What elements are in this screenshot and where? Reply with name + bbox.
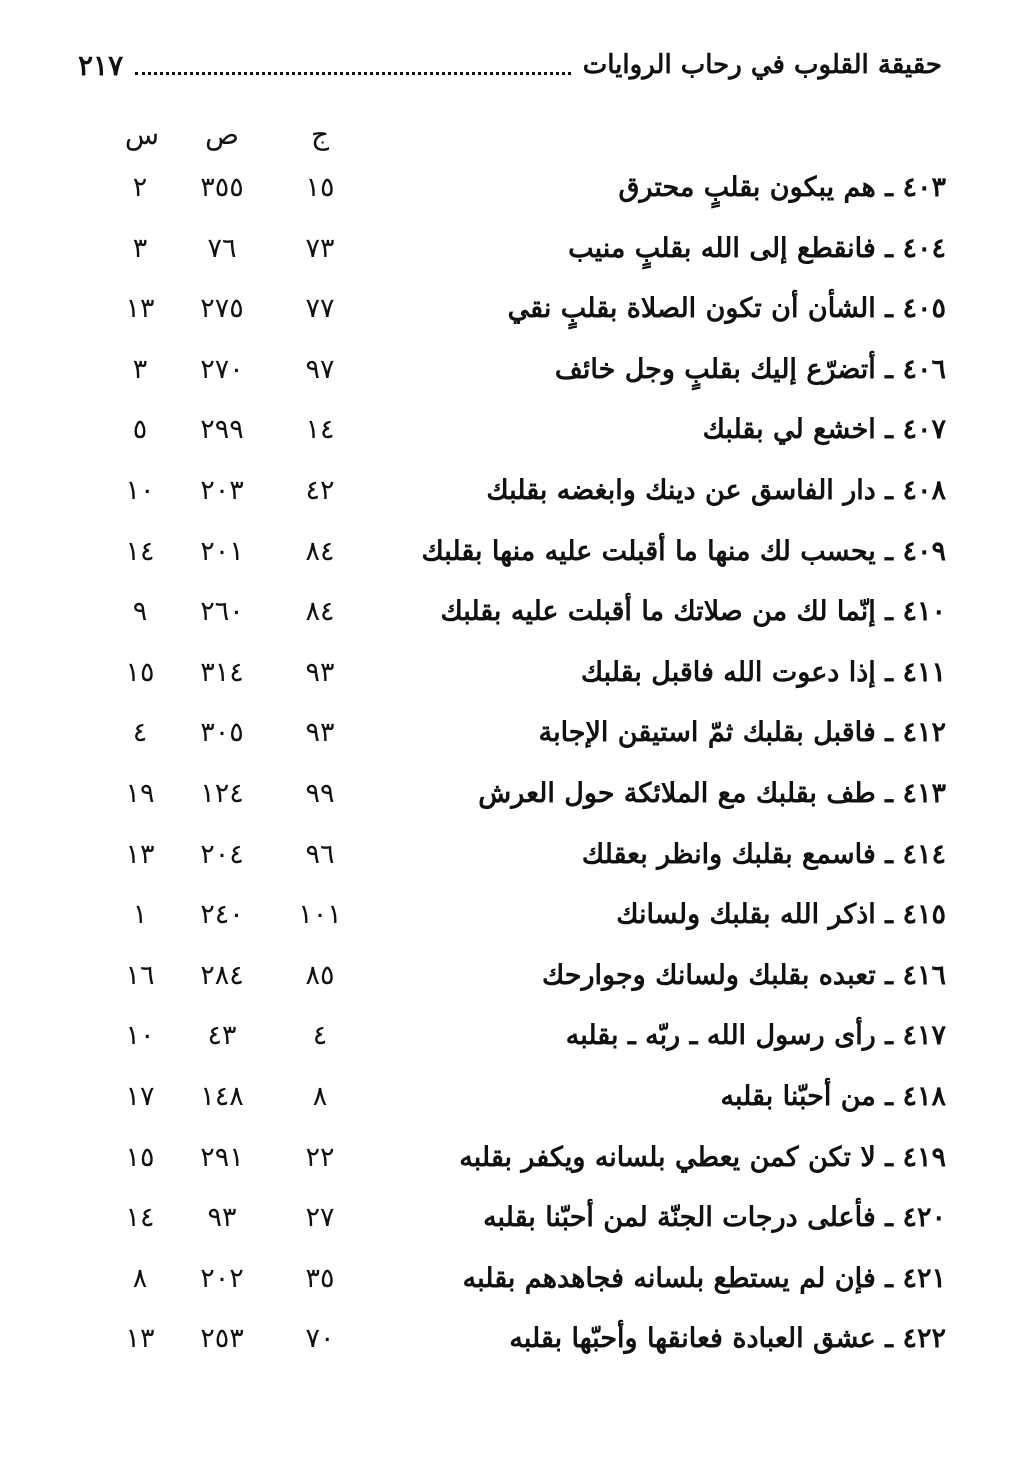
line-number: ١٦ xyxy=(125,959,155,991)
line-number: ١٠ xyxy=(125,1020,155,1052)
index-row xyxy=(0,946,1034,1006)
line-number: ٨ xyxy=(132,1262,148,1294)
line-number: ٣ xyxy=(132,353,148,385)
volume-number: ١٠١ xyxy=(298,899,342,931)
index-entry-text: ٤١٤ ـ فاسمع بقلبك وانظر بعقلك xyxy=(581,838,946,870)
page-ref-number: ١٢٤ xyxy=(200,778,244,809)
volume-number: ٧٠ xyxy=(305,1323,335,1355)
leader-dots xyxy=(135,72,571,75)
volume-number: ١٤ xyxy=(305,414,335,446)
page-ref-number: ٢٩١ xyxy=(200,1141,244,1173)
line-number: ١٠ xyxy=(125,475,155,506)
index-row xyxy=(0,764,1034,824)
volume-number: ٣٥ xyxy=(305,1262,335,1294)
line-number: ١٩ xyxy=(125,778,155,809)
line-number: ٢ xyxy=(132,172,148,203)
index-entry-text: ٤١٠ ـ إنّما لك من صلاتك ما أقبلت عليه بقلبك xyxy=(440,596,946,628)
column-header-volume: ج xyxy=(310,118,330,151)
index-row xyxy=(0,703,1034,763)
index-entry-text: ٤١٣ ـ طف بقلبك مع الملائكة حول العرش xyxy=(478,778,946,809)
volume-number: ٢٧ xyxy=(305,1202,335,1234)
book-title: حقيقة القلوب في رحاب الروايات xyxy=(582,50,942,80)
page-ref-number: ٢٠٤ xyxy=(200,838,244,870)
index-row xyxy=(0,522,1034,582)
column-header-page: ص xyxy=(205,118,239,151)
line-number: ٤ xyxy=(132,717,148,749)
index-entry-text: ٤١٦ ـ تعبده بقلبك ولسانك وجوارحك xyxy=(542,959,946,991)
volume-number: ١٥ xyxy=(305,172,335,203)
volume-number: ٧٧ xyxy=(305,293,335,325)
volume-number: ٩٣ xyxy=(305,656,335,688)
index-row xyxy=(0,1188,1034,1248)
index-entry-text: ٤٢٠ ـ فأعلى درجات الجنّة لمن أحبّنا بقلبه xyxy=(483,1202,946,1234)
index-row xyxy=(0,461,1034,521)
volume-number: ٨٤ xyxy=(305,535,335,567)
line-number: ٥ xyxy=(132,414,148,446)
volume-number: ٩٣ xyxy=(305,717,335,749)
page-ref-number: ٣١٤ xyxy=(200,656,244,688)
line-number: ١٤ xyxy=(125,1202,155,1234)
page-ref-number: ٢٧٥ xyxy=(200,293,244,325)
index-row xyxy=(0,158,1034,218)
page-ref-number: ٢٧٠ xyxy=(200,353,244,385)
index-row xyxy=(0,825,1034,885)
line-number: ١٥ xyxy=(125,1141,155,1173)
page-ref-number: ٩٣ xyxy=(207,1202,237,1234)
page-ref-number: ٢٤٠ xyxy=(200,899,244,931)
index-entry-text: ٤١٥ ـ اذكر الله بقلبك ولسانك xyxy=(616,899,946,931)
index-row xyxy=(0,400,1034,460)
page-ref-number: ٢٠١ xyxy=(200,535,244,567)
index-row xyxy=(0,219,1034,279)
page-ref-number: ٣٠٥ xyxy=(200,717,244,749)
index-entry-text: ٤٢٢ ـ عشق العبادة فعانقها وأحبّها بقلبه xyxy=(509,1323,946,1355)
index-entry-text: ٤١٢ ـ فاقبل بقلبك ثمّ استيقن الإجابة xyxy=(538,717,946,749)
page-ref-number: ٢٩٩ xyxy=(200,414,244,446)
column-header-line: س xyxy=(124,118,160,151)
line-number: ١٣ xyxy=(125,1323,155,1355)
page-ref-number: ٣٥٥ xyxy=(200,172,244,203)
line-number: ١٤ xyxy=(125,535,155,567)
index-entry-text: ٤١٩ ـ لا تكن كمن يعطي بلسانه ويكفر بقلبه xyxy=(459,1141,946,1173)
line-number: ٩ xyxy=(132,596,148,628)
volume-number: ٩٩ xyxy=(305,778,335,809)
volume-number: ٨ xyxy=(312,1081,328,1112)
page-number: ٢١٧ xyxy=(78,48,124,82)
page-ref-number: ٢٦٠ xyxy=(200,596,244,628)
line-number: ٣ xyxy=(132,232,148,264)
index-row xyxy=(0,643,1034,703)
line-number: ١٥ xyxy=(125,656,155,688)
index-row xyxy=(0,582,1034,642)
page-ref-number: ٧٦ xyxy=(207,232,237,264)
index-row xyxy=(0,1067,1034,1127)
index-entry-text: ٤٠٩ ـ يحسب لك منها ما أقبلت عليه منها بقلبك xyxy=(421,535,946,567)
index-entry-text: ٤١٨ ـ من أحبّنا بقلبه xyxy=(720,1081,946,1112)
index-entry-text: ٤٠٦ ـ أتضرّع إليك بقلبٍ وجل خائف xyxy=(554,353,946,385)
index-row xyxy=(0,1006,1034,1066)
index-row xyxy=(0,885,1034,945)
line-number: ١ xyxy=(132,899,148,931)
line-number: ١٧ xyxy=(125,1081,155,1112)
index-row xyxy=(0,1309,1034,1369)
index-row xyxy=(0,340,1034,400)
page-ref-number: ٢٨٤ xyxy=(200,959,244,991)
index-entry-text: ٤١٧ ـ رأى رسول الله ـ ربّه ـ بقلبه xyxy=(565,1020,946,1052)
index-entry-text: ٤٠٤ ـ فانقطع إلى الله بقلبٍ منيب xyxy=(568,232,946,264)
volume-number: ٤ xyxy=(312,1020,328,1052)
volume-number: ٢٢ xyxy=(305,1141,335,1173)
index-entry-text: ٤١١ ـ إذا دعوت الله فاقبل بقلبك xyxy=(580,656,946,688)
index-row xyxy=(0,1128,1034,1188)
index-entry-text: ٤٠٨ ـ دار الفاسق عن دينك وابغضه بقلبك xyxy=(486,475,946,506)
index-entry-text: ٤٢١ ـ فإن لم يستطع بلسانه فجاهدهم بقلبه xyxy=(462,1262,946,1294)
page-ref-number: ٢٥٣ xyxy=(200,1323,244,1355)
line-number: ١٣ xyxy=(125,838,155,870)
volume-number: ٩٧ xyxy=(305,353,335,385)
index-row xyxy=(0,279,1034,339)
page-ref-number: ٢٠٢ xyxy=(200,1262,244,1294)
line-number: ١٣ xyxy=(125,293,155,325)
volume-number: ٤٢ xyxy=(305,475,335,506)
index-row xyxy=(0,1249,1034,1309)
page-ref-number: ١٤٨ xyxy=(200,1081,244,1112)
index-entry-text: ٤٠٣ ـ هم يبكون بقلبٍ محترق xyxy=(618,172,946,203)
index-entry-text: ٤٠٥ ـ الشأن أن تكون الصلاة بقلبٍ نقي xyxy=(507,293,946,325)
volume-number: ٩٦ xyxy=(305,838,335,870)
volume-number: ٨٤ xyxy=(305,596,335,628)
volume-number: ٨٥ xyxy=(305,959,335,991)
running-header xyxy=(78,40,942,90)
page-ref-number: ٢٠٣ xyxy=(200,475,244,506)
index-entry-text: ٤٠٧ ـ اخشع لي بقلبك xyxy=(702,414,946,446)
volume-number: ٧٣ xyxy=(305,232,335,264)
page-ref-number: ٤٣ xyxy=(207,1020,237,1052)
